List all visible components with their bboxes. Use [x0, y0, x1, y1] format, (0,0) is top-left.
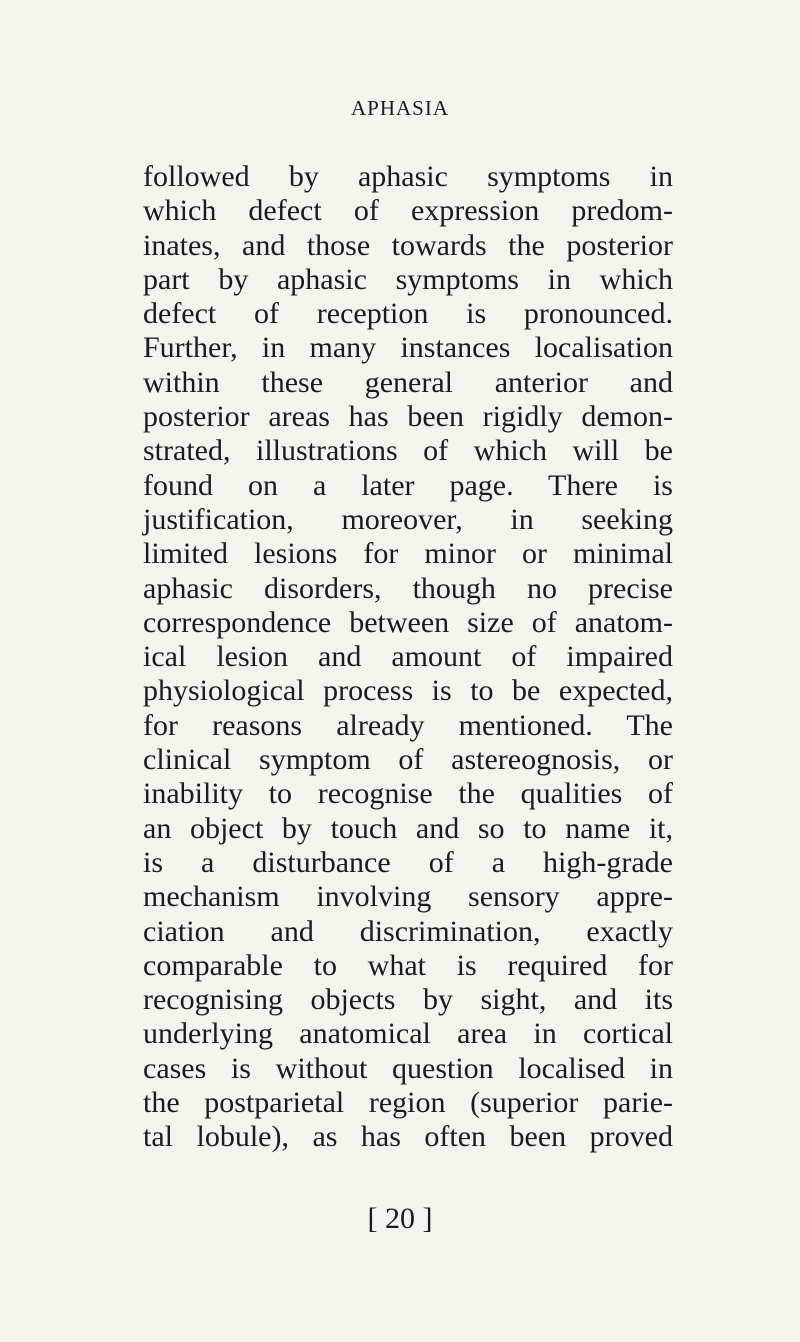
text-line: followed by aphasic symptoms in: [143, 160, 673, 193]
text-line: is a disturbance of a high-grade: [143, 845, 673, 879]
text-line: Further, in many instances localisation: [143, 331, 673, 365]
text-line: which defect of expression predom-: [143, 194, 673, 228]
text-line: cases is without question localised in: [143, 1051, 673, 1085]
text-line: ciation and discrimination, exactly: [143, 914, 673, 948]
text-line: correspondence between size of anatom-: [143, 605, 673, 639]
body-paragraph: [143, 160, 673, 1155]
text-line: justification, moreover, in seeking: [143, 502, 673, 536]
page-number: [ 20 ]: [367, 1202, 433, 1235]
running-head: APHASIA: [350, 96, 449, 120]
text-line: the postparietal region (superior parie-: [143, 1086, 673, 1120]
text-line: physiological process is to be expected,: [143, 674, 673, 708]
text-line: strated, illustrations of which will be: [143, 434, 673, 468]
text-line: limited lesions for minor or minimal: [143, 537, 673, 571]
text-line: posterior areas has been rigidly demon-: [143, 400, 673, 434]
text-line: mechanism involving sensory appre-: [143, 880, 673, 914]
text-line: for reasons already mentioned. The: [143, 708, 673, 742]
text-line: comparable to what is required for: [143, 948, 673, 982]
text-line: inates, and those towards the posterior: [143, 228, 673, 262]
text-line: tal lobule), as has often been proved: [143, 1120, 673, 1154]
text-line: found on a later page. There is: [143, 468, 673, 502]
text-line: aphasic disorders, though no precise: [143, 571, 673, 605]
text-line: ical lesion and amount of impaired: [143, 640, 673, 674]
text-line: clinical symptom of astereognosis, or: [143, 743, 673, 777]
text-line: inability to recognise the qualities of: [143, 777, 673, 811]
text-line: recognising objects by sight, and its: [143, 983, 673, 1017]
text-line: underlying anatomical area in cortical: [143, 1017, 673, 1051]
text-line: within these general anterior and: [143, 365, 673, 399]
text-line: part by aphasic symptoms in which: [143, 262, 673, 296]
text-line: defect of reception is pronounced.: [143, 297, 673, 331]
text-line: an object by touch and so to name it,: [143, 811, 673, 845]
